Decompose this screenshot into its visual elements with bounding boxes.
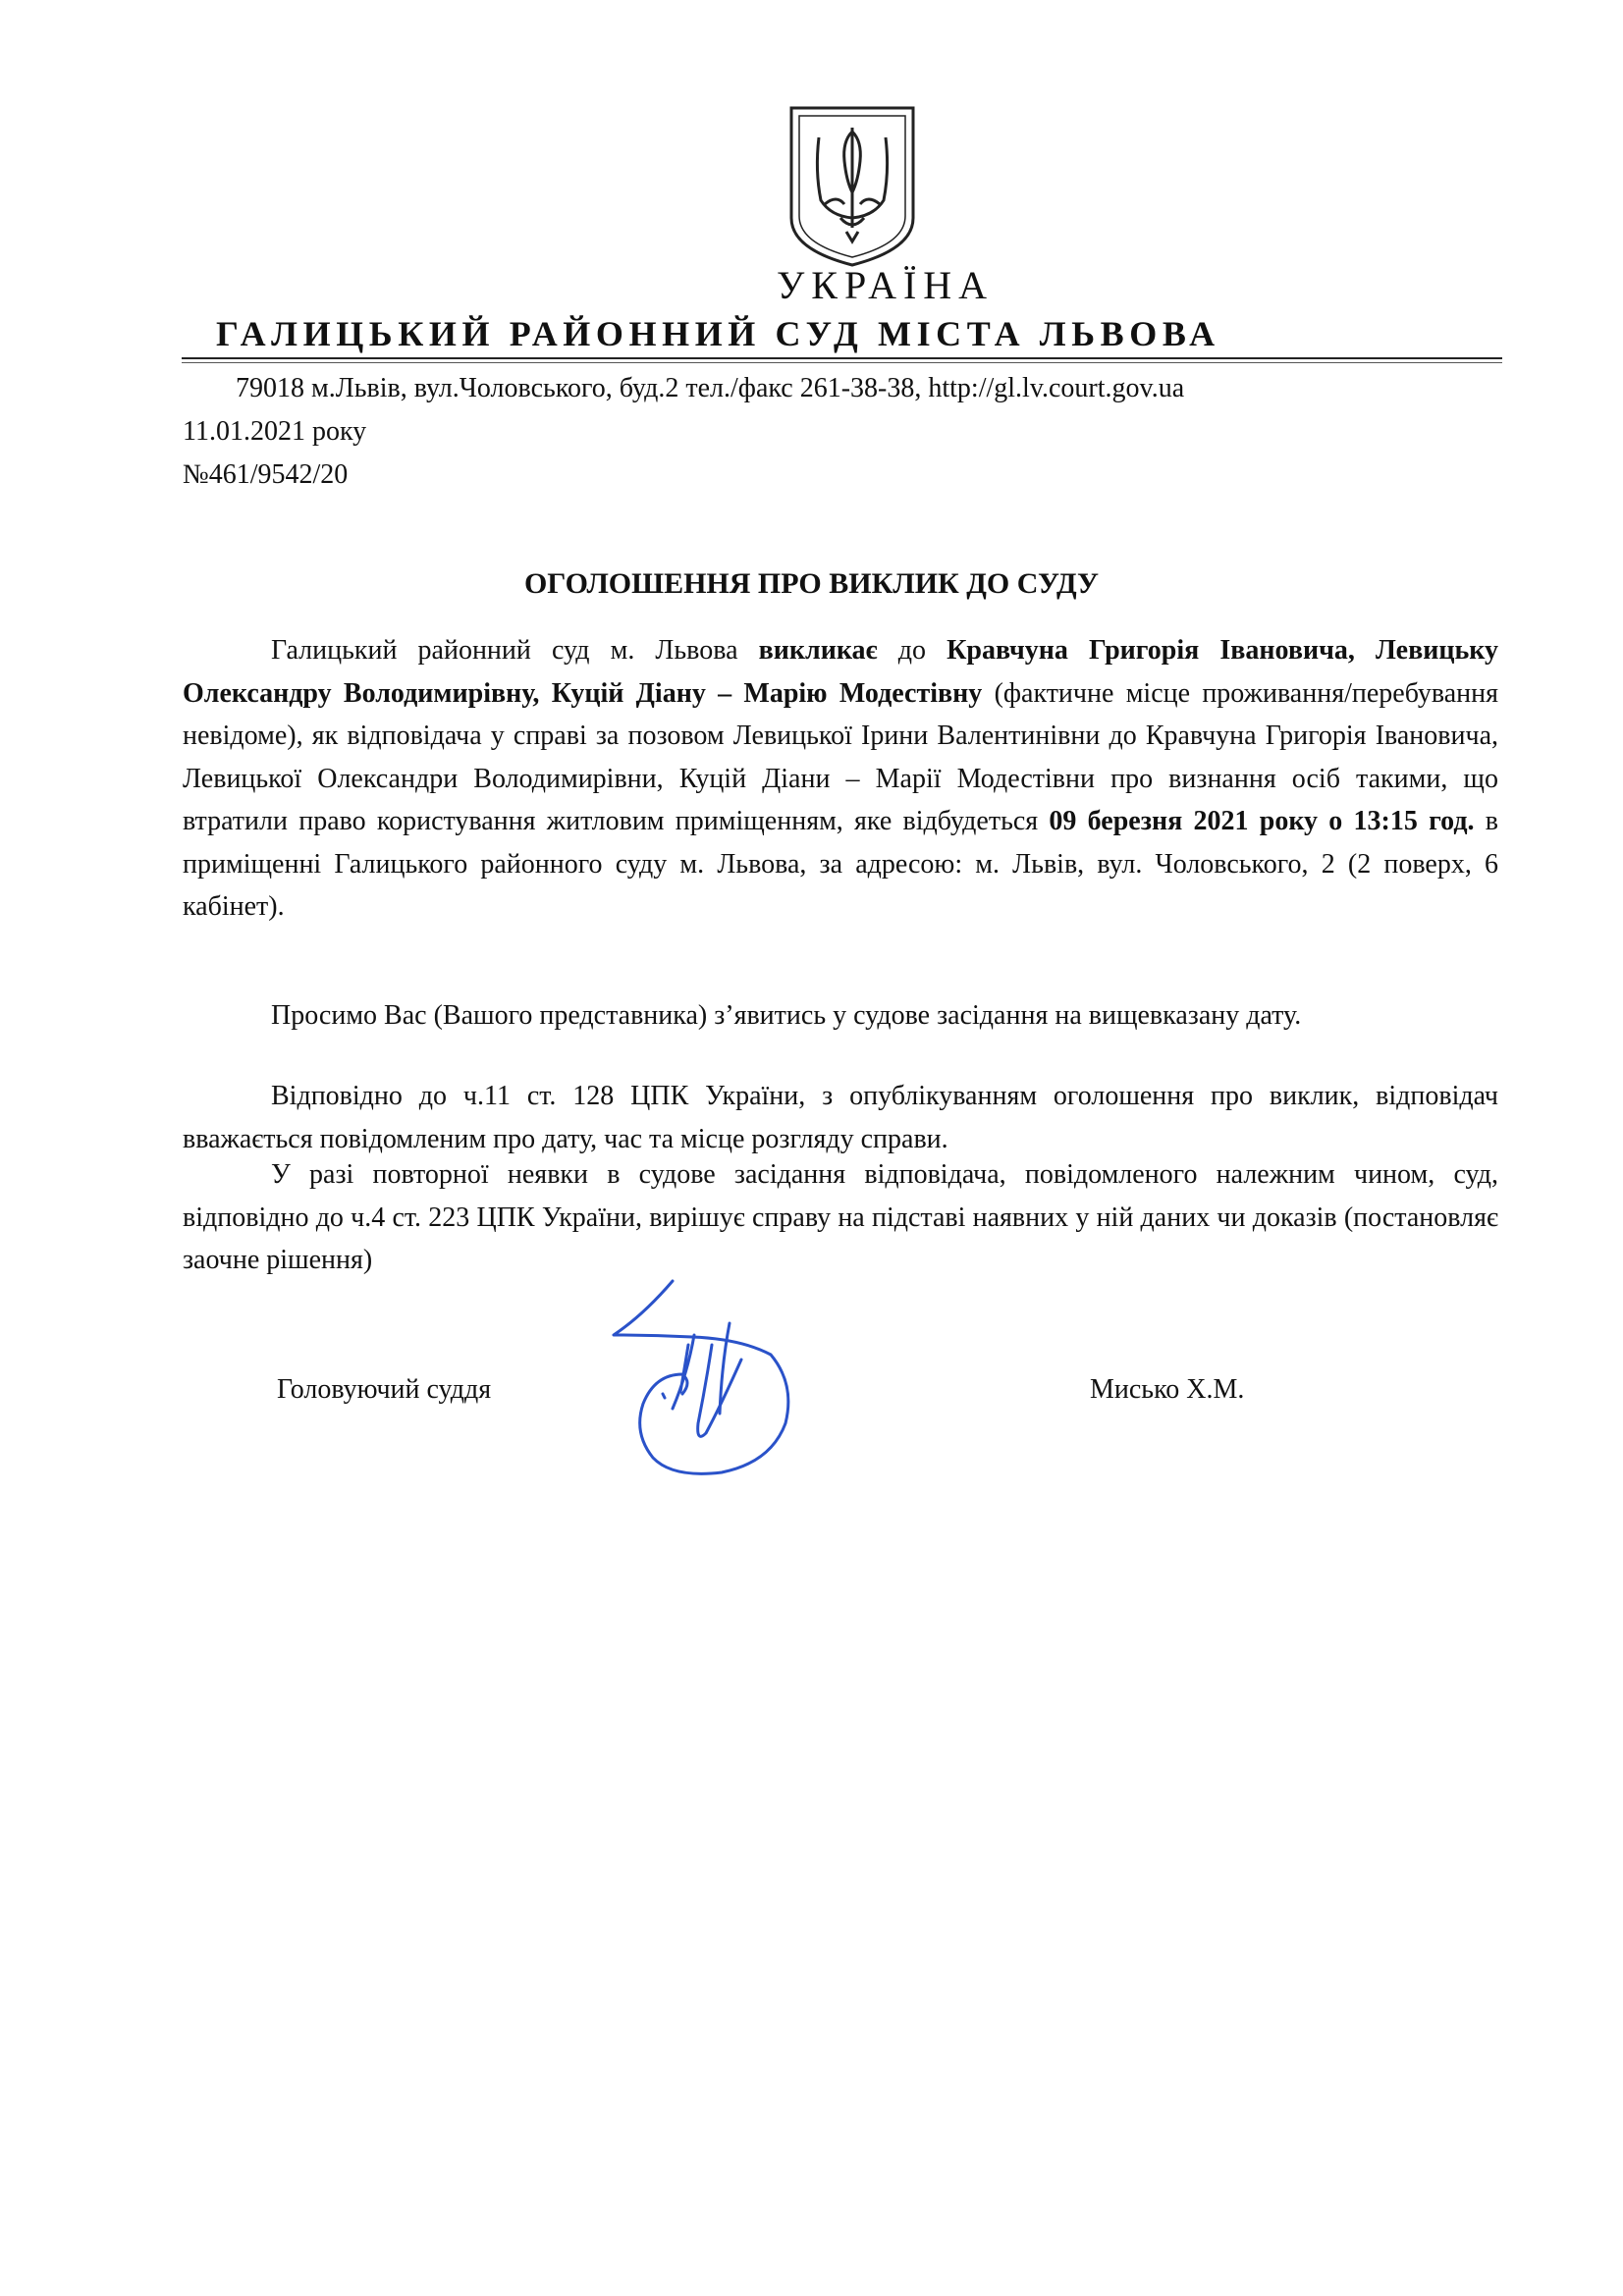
- p1-hearing-datetime: 09 березня 2021 року о 13:15 год.: [1049, 806, 1475, 836]
- notice-paragraph-absence: [183, 1153, 1498, 1282]
- country-name: УКРАЇНА: [776, 263, 995, 307]
- notice-title: ОГОЛОШЕННЯ ПРО ВИКЛИК ДО СУДУ: [523, 567, 1100, 600]
- notice-paragraph-request: [183, 994, 1498, 1038]
- judge-name: Мисько Х.М.: [1090, 1374, 1245, 1405]
- judge-title: Головуючий суддя: [277, 1374, 492, 1405]
- p1-text-e: (фактичне місце проживання/перебування невідоме), як відповідача у справі за позовом Левицької Ірини Валентинівни до Кравчуна Григорія Івановича, Левицької Олександри Володимирівни, Куцій Діани – Марії Модестівни про визнання осіб такими, що втратили право користування житловим приміщенням, яке відбудеться: [183, 677, 1498, 836]
- p2-text: Просимо Вас (Вашого представника) з’явитись у судове засідання на вищевказану дату.: [271, 1000, 1302, 1031]
- notice-paragraph-main: [183, 629, 1498, 929]
- case-number: №461/9542/20: [183, 459, 349, 490]
- p1-text-g: в приміщенні Галицького районного суду м. Львова, за адресою: м. Львів, вул. Чоловського, 2 (2 поверх, 6 кабінет).: [183, 806, 1498, 922]
- document-date: 11.01.2021 року: [183, 416, 367, 447]
- header-rule: [182, 357, 1502, 359]
- header-rule-thin: [182, 362, 1502, 363]
- court-address: 79018 м.Львів, вул.Чоловського, буд.2 тел./факс 261-38-38, http://gl.lv.court.gov.ua: [236, 373, 1185, 403]
- p1-text-c: до: [877, 635, 947, 666]
- handwritten-signature: [604, 1276, 800, 1482]
- court-name: ГАЛИЦЬКИЙ РАЙОННИЙ СУД МІСТА ЛЬВОВА: [216, 314, 1220, 353]
- notice-paragraph-law: [183, 1075, 1498, 1160]
- p4-text: У разі повторної неявки в судове засідання відповідача, повідомленого належним чином, суд, відповідно до ч.4 ст. 223 ЦПК України, вирішує справу на підставі наявних у ній даних чи доказів (постановляє заочне рішення): [183, 1159, 1498, 1275]
- p3-text: Відповідно до ч.11 ст. 128 ЦПК України, з опублікуванням оголошення про виклик, відповідач вважається повідомленим про дату, час та місце розгляду справи.: [183, 1081, 1498, 1154]
- p1-defendant-names: Кравчуна Григорія Івановича, Левицьку Олександру Володимирівну, Куцій Діану – Марію Модестівну: [183, 635, 1499, 709]
- p1-summons-word: викликає: [758, 635, 878, 666]
- p1-text-a: Галицький районний суд м. Львова: [271, 635, 759, 666]
- coat-of-arms-emblem: [785, 102, 919, 269]
